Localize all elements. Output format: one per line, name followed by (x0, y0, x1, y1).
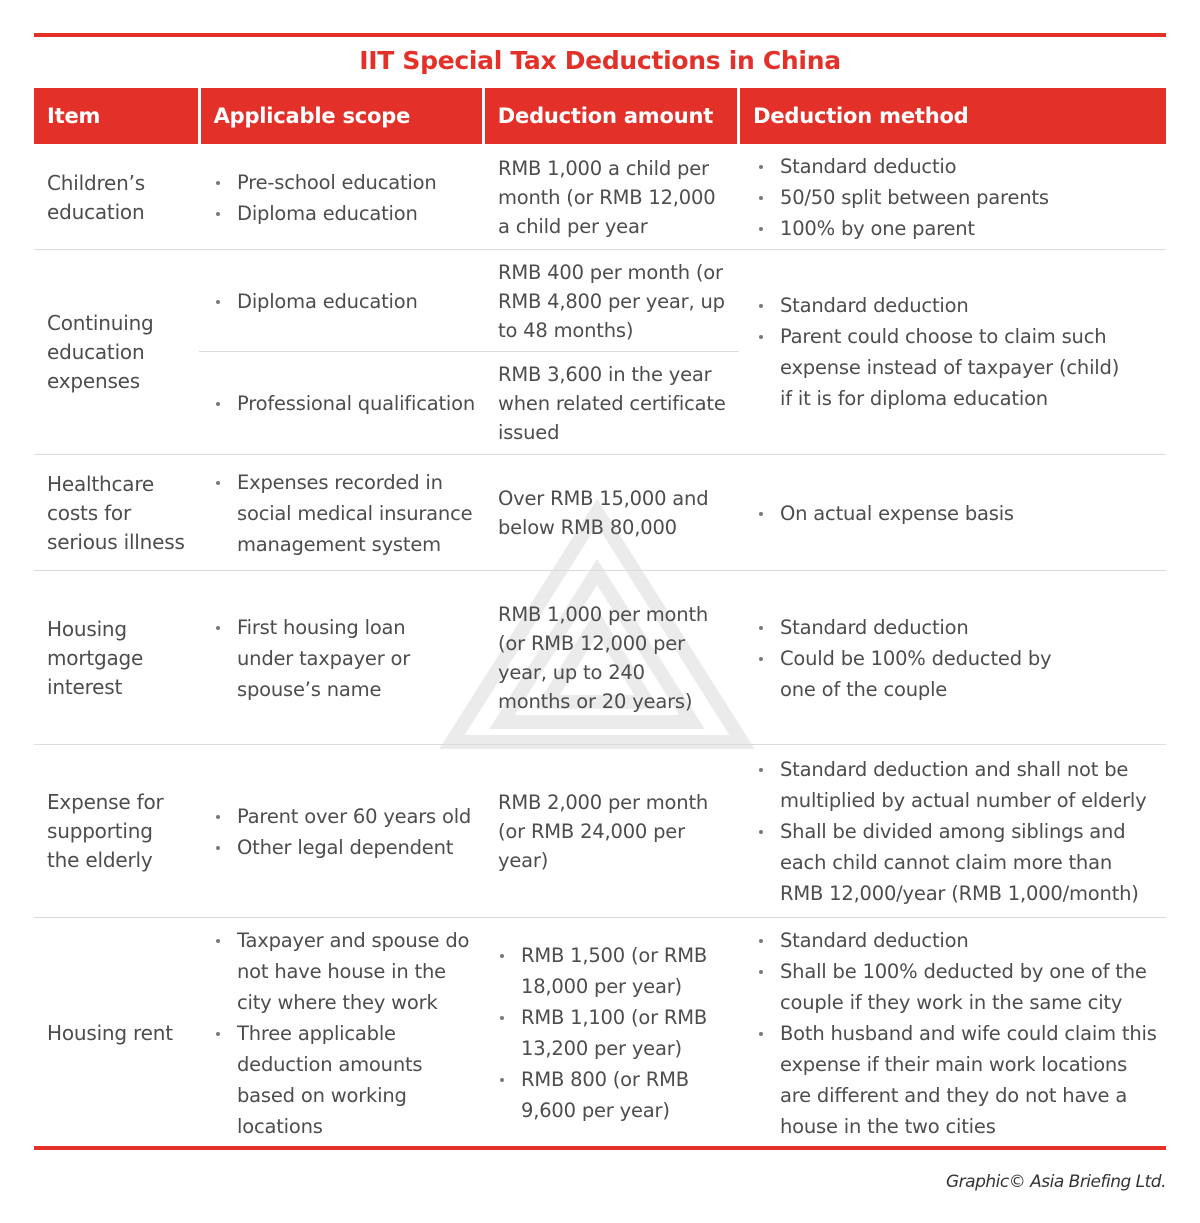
list-item: Standard deduction and shall not be multiplied by actual number of elderly (755, 754, 1160, 816)
amount-cell: RMB 400 per month (or RMB 4,800 per year, up to 48 months) (498, 260, 725, 342)
list-item: Shall be 100% deducted by one of the couple if they work in the same city (755, 956, 1160, 1018)
item-childrens-education: Children’s education (47, 170, 145, 224)
scope-cell (212, 574, 432, 742)
scope-cell (212, 253, 482, 349)
amount-cell (496, 922, 726, 1144)
list-item: Diploma education (212, 198, 482, 229)
method-cell (755, 574, 1055, 742)
list-item: Other legal dependent (212, 832, 482, 863)
sub-row-divider (199, 351, 739, 352)
list-item: 50/50 split between parents (755, 182, 1160, 213)
list-item: Standard deduction (755, 925, 1160, 956)
list-item: RMB 1,100 (or RMB 13,200 per year) (496, 1002, 726, 1064)
list-item: RMB 1,500 (or RMB 18,000 per year) (496, 940, 726, 1002)
scope-cell (212, 748, 482, 915)
list-item: Three applicable deduction amounts based on working locations (212, 1018, 477, 1142)
amount-cell: Over RMB 15,000 and below RMB 80,000 (498, 487, 709, 539)
scope-cell (212, 458, 482, 568)
bottom-rule (34, 1146, 1166, 1150)
row-divider (34, 249, 1166, 250)
scope-cell (212, 355, 482, 451)
amount-cell: RMB 2,000 per month (or RMB 24,000 per year) (498, 791, 709, 872)
item-healthcare-costs: Healthcare costs for serious illness (47, 471, 185, 554)
row-divider (34, 744, 1166, 745)
list-item: 100% by one parent (755, 213, 1160, 244)
list-item: Professional qualification (212, 388, 482, 419)
list-item: Could be 100% deducted by one of the couple (755, 643, 1055, 705)
row-divider (34, 454, 1166, 455)
item-housing-rent: Housing rent (47, 1020, 173, 1045)
header-applicable-scope: Applicable scope (201, 88, 482, 144)
list-item: Both husband and wife could claim this expense if their main work locations are different and they do not have a house in the two cities (755, 1018, 1160, 1142)
amount-cell: RMB 1,000 a child per month (or RMB 12,000 a child per year (498, 157, 716, 238)
header-deduction-amount: Deduction amount (485, 88, 737, 144)
header-item: Item (34, 88, 198, 144)
row-divider (34, 917, 1166, 918)
list-item: Shall be divided among siblings and each child cannot claim more than RMB 12,000/year (RMB 1,000/month) (755, 816, 1160, 909)
item-continuing-education: Continuing education expenses (47, 310, 154, 393)
list-item: On actual expense basis (755, 498, 1160, 529)
list-item: Expenses recorded in social medical insurance management system (212, 467, 482, 560)
list-item: Standard deduction (755, 290, 1135, 321)
list-item: Parent could choose to claim such expense instead of taxpayer (child) if it is for diploma education (755, 321, 1135, 414)
credit-text: Graphic© Asia Briefing Ltd. (946, 1172, 1166, 1192)
list-item: Parent over 60 years old (212, 801, 482, 832)
row-divider (34, 570, 1166, 571)
page-title: IIT Special Tax Deductions in China (359, 46, 841, 75)
method-cell (755, 150, 1160, 245)
method-cell (755, 748, 1160, 915)
method-cell (755, 253, 1135, 451)
item-housing-mortgage: Housing mortgage interest (47, 616, 144, 699)
list-item: Pre-school education (212, 167, 482, 198)
table-header (34, 88, 1166, 144)
list-item: Taxpayer and spouse do not have house in the city where they work (212, 925, 477, 1018)
list-item: First housing loan under taxpayer or spouse’s name (212, 612, 432, 705)
scope-cell (212, 922, 477, 1144)
method-cell (755, 458, 1160, 568)
list-item: Standard deductio (755, 151, 1160, 182)
list-item: RMB 800 (or RMB 9,600 per year) (496, 1064, 726, 1126)
scope-cell (212, 150, 482, 245)
amount-cell: RMB 3,600 in the year when related certificate issued (498, 362, 726, 444)
list-item: Standard deduction (755, 612, 1055, 643)
item-supporting-elderly: Expense for supporting the elderly (47, 790, 164, 872)
method-cell (755, 922, 1160, 1144)
list-item: Diploma education (212, 286, 482, 317)
header-deduction-method: Deduction method (740, 88, 1166, 144)
top-rule (34, 33, 1166, 37)
amount-cell: RMB 1,000 per month (or RMB 12,000 per year, up to 240 months or 20 years) (498, 603, 709, 713)
